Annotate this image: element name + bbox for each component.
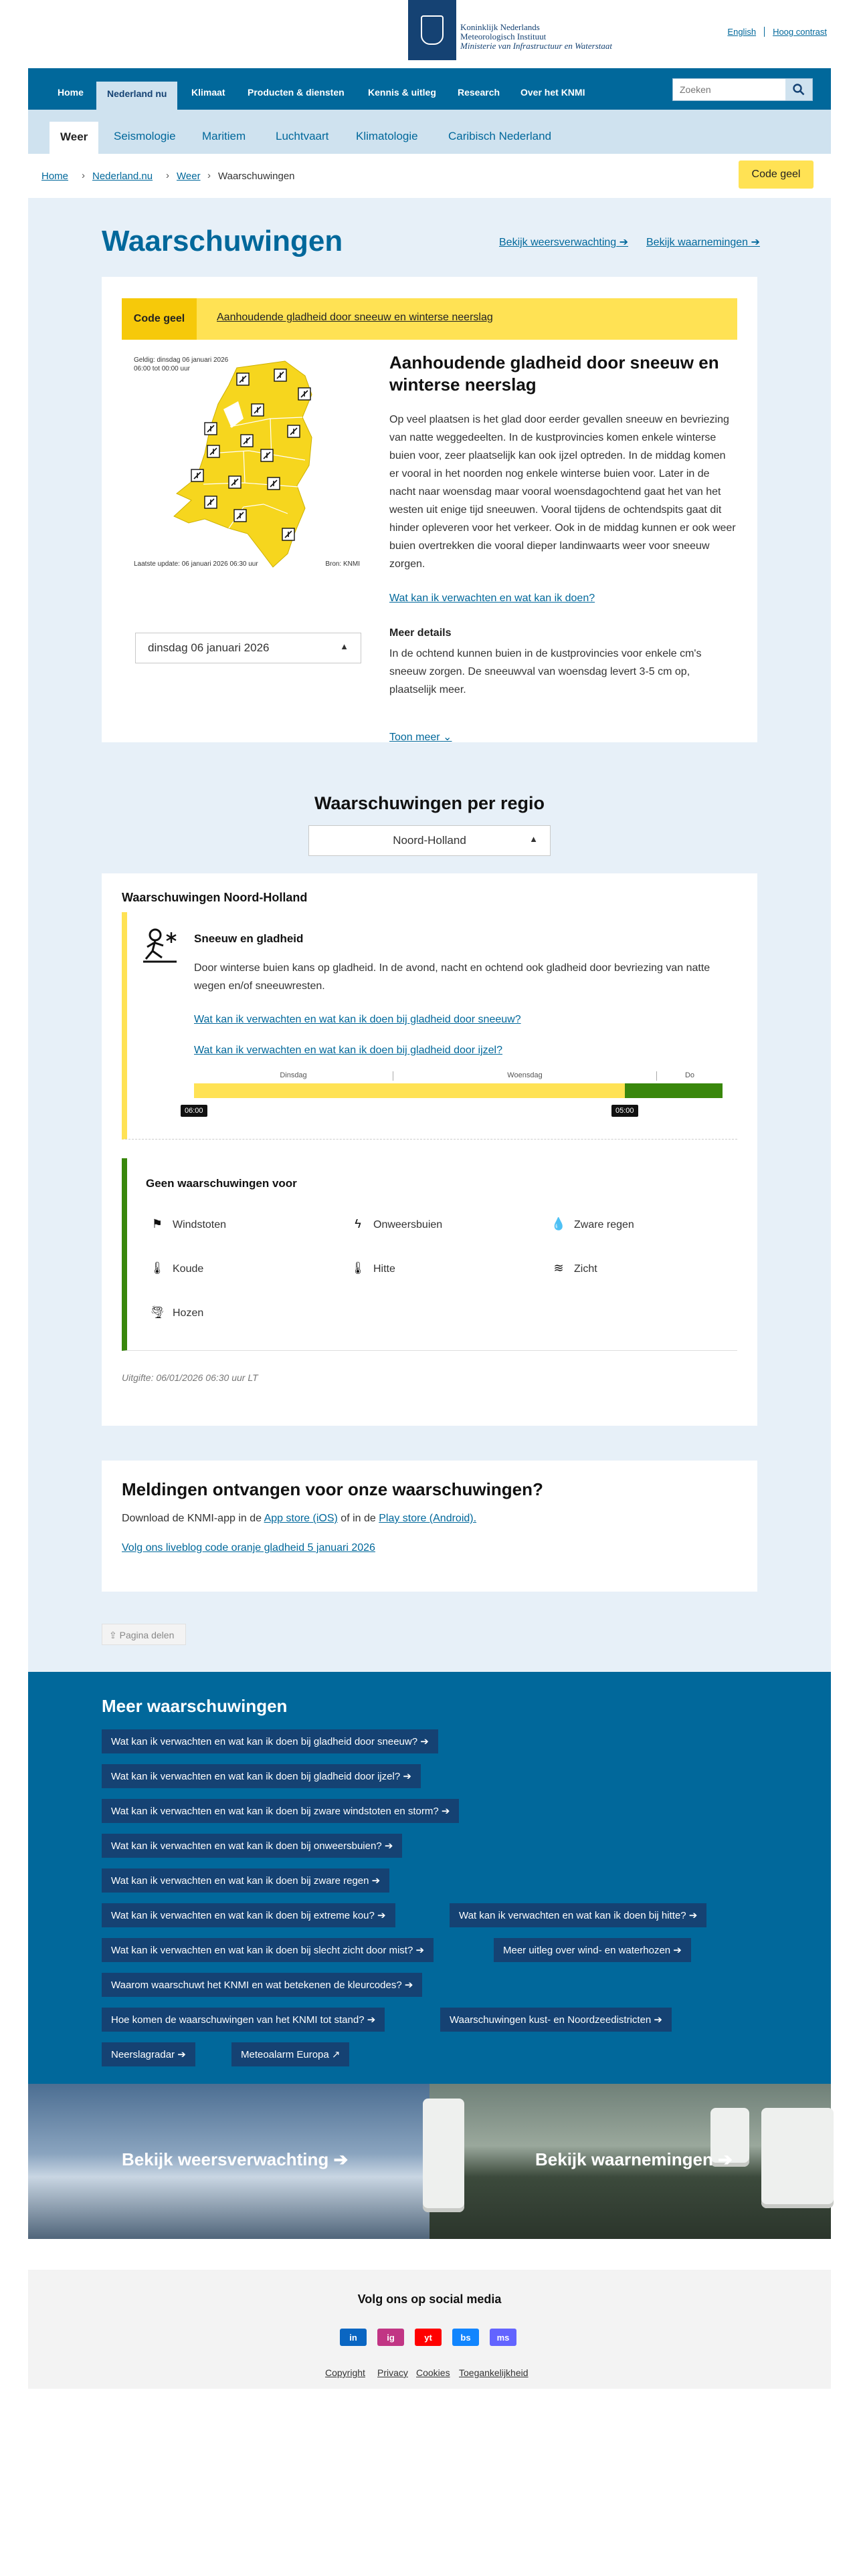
arrow-right-icon: ➔	[751, 237, 760, 248]
more-warning-link[interactable]	[102, 1764, 421, 1788]
arrow-right-icon: ➔	[175, 2049, 186, 2060]
nav-kennis[interactable]: Kennis & uitleg	[368, 87, 436, 98]
notify-text-pre: Download de KNMI-app in de	[122, 1513, 264, 1524]
footer-link-copyright[interactable]: Copyright	[325, 2367, 365, 2378]
top-links	[711, 27, 827, 37]
youtube-icon[interactable]: yt	[415, 2329, 442, 2346]
map-source: Bron: KNMI	[325, 560, 360, 568]
nav-home[interactable]: Home	[58, 87, 84, 98]
nowarn-label: Zicht	[574, 1263, 597, 1275]
more-warning-label: Wat kan ik verwachten en wat kan ik doen bij onweersbuien?	[111, 1840, 382, 1852]
footer-link-privacy[interactable]: Privacy	[377, 2367, 408, 2378]
external-link-icon: ↗	[328, 2049, 341, 2060]
forecast-link[interactable]	[499, 235, 628, 249]
date-select[interactable]	[135, 633, 361, 663]
tab-weer[interactable]: Weer	[50, 122, 98, 154]
code-label: Code geel	[122, 298, 197, 340]
nav-nederland-nu[interactable]: Nederland nu	[96, 82, 177, 110]
breadcrumb-current: Waarschuwingen	[218, 171, 295, 182]
tab-luchtvaart[interactable]: Luchtvaart	[276, 130, 329, 142]
nowarn-hozen	[149, 1305, 203, 1319]
play-store-link[interactable]: Play store (Android).	[379, 1513, 477, 1524]
more-warning-link[interactable]	[102, 1903, 395, 1927]
search-input[interactable]	[673, 79, 780, 100]
search-icon	[793, 84, 805, 96]
map-footer	[134, 560, 360, 568]
code-badge[interactable]: Code geel	[739, 160, 814, 189]
nav-over-knmi[interactable]: Over het KNMI	[520, 87, 585, 98]
nav-producten[interactable]: Producten & diensten	[248, 87, 345, 98]
app-store-link[interactable]: App store (iOS)	[264, 1513, 338, 1524]
sub-nav	[28, 110, 831, 154]
nowarn-label: Hozen	[173, 1307, 204, 1319]
nowarn-label: Onweersbuien	[373, 1219, 443, 1230]
ice-link[interactable]: Wat kan ik verwachten en wat kan ik doen bij gladheid door ijzel?	[194, 1045, 502, 1056]
more-warning-label: Hoe komen de waarschuwingen van het KNMI tot stand?	[111, 2014, 365, 2026]
arrow-right-icon: ➔	[369, 1875, 381, 1887]
arrow-right-icon: ➔	[718, 2149, 733, 2169]
timeline-day: Dinsdag	[194, 1071, 393, 1081]
arrow-right-icon: ➔	[413, 1945, 425, 1956]
nowarn-label: Koude	[173, 1263, 204, 1275]
knmi-logo[interactable]	[408, 0, 456, 60]
mastodon-icon[interactable]: ms	[490, 2329, 516, 2346]
arrow-right-icon: ➔	[401, 1979, 413, 1991]
map-update: Laatste update: 06 januari 2026 06:30 uur	[134, 560, 258, 568]
search-box	[672, 78, 813, 101]
timeline-day: Do	[684, 1071, 695, 1079]
weather-station-box	[423, 2099, 464, 2212]
region-select[interactable]	[308, 825, 551, 856]
tab-caribisch[interactable]: Caribisch Nederland	[448, 130, 552, 142]
main-nav	[28, 68, 831, 110]
observations-link[interactable]	[646, 235, 760, 249]
linkedin-icon[interactable]: in	[340, 2329, 367, 2346]
timeline-green-segment	[625, 1083, 723, 1098]
weather-station-box	[761, 2108, 834, 2208]
share-label: Pagina delen	[119, 1630, 175, 1640]
select-arrows-icon: ▲	[340, 641, 349, 651]
fog-icon: ≋	[553, 1261, 564, 1275]
breadcrumb-home[interactable]: Home	[41, 171, 69, 182]
nav-research[interactable]: Research	[458, 87, 500, 98]
more-warning-link[interactable]	[102, 2008, 385, 2032]
more-warning-link[interactable]	[494, 1938, 691, 1962]
more-warning-label: Wat kan ik verwachten en wat kan ik doen bij zware regen	[111, 1875, 369, 1887]
footer-link-accessibility[interactable]: Toegankelijkheid	[459, 2367, 529, 2378]
more-warning-label: Wat kan ik verwachten en wat kan ik doen bij extreme kou?	[111, 1910, 375, 1921]
nowarn-hitte	[349, 1261, 395, 1275]
arrow-right-icon: ➔	[438, 1806, 450, 1817]
more-warning-link[interactable]	[102, 1868, 389, 1893]
snow-title: Sneeuw en gladheid	[194, 932, 304, 945]
chevron-down-icon: ⌄	[443, 732, 452, 743]
lightning-icon: ϟ	[355, 1217, 361, 1230]
tornado-icon: 🌪	[149, 1305, 165, 1319]
observations-promo-text: Bekijk waarnemingen	[535, 2149, 713, 2169]
warning-body: Op veel plaatsen is het glad door eerder gevallen sneeuw en bevriezing van natte weggedeelten. In de kustprovincies komen enkele winterse buien voor, zeer plaatselijk kan ook ijzel optreden. In de middag komen er vooral in het noorden nog enkele winterse buien voor. Later in de nacht naar woensdag maar vooral woensdagochtend gaat het van het westen uit enige tijd sneeuwen. Vooral tijdens de ochtendspits gaat dit hinder opleveren voor het verkeer. Ook in de middag kunnen er ook weer buien overtrekken die vooral dieper landinwaarts weer voor sneeuw zorgen.	[389, 414, 736, 570]
org-line-3: Ministerie van Infrastructuur en Waterstaat	[460, 41, 613, 51]
chevron-right-icon: ›	[82, 170, 85, 181]
more-warning-link[interactable]	[450, 1903, 706, 1927]
share-icon: ⇪	[109, 1630, 117, 1640]
nowarn-regen	[550, 1217, 634, 1231]
nav-klimaat[interactable]: Klimaat	[191, 87, 225, 98]
details-label: Meer details	[389, 627, 452, 639]
snow-slip-icon	[140, 926, 179, 964]
more-warning-label: Waarschuwingen kust- en Noordzeedistricten	[450, 2014, 652, 2026]
forecast-link-label: Bekijk weersverwachting	[499, 237, 617, 248]
arrow-right-icon: ➔	[381, 1840, 393, 1852]
region-select-value: Noord-Holland	[393, 834, 466, 847]
more-warning-label: Waarom waarschuwt het KNMI en wat betekenen de kleurcodes?	[111, 1979, 402, 1991]
search-button[interactable]	[785, 79, 812, 100]
more-warning-label: Meer uitleg over wind- en waterhozen	[503, 1945, 671, 1956]
wind-flag-icon: ⚑	[151, 1217, 163, 1230]
timeline-yellow-segment	[194, 1083, 625, 1098]
forecast-promo-text: Bekijk weersverwachting	[122, 2149, 329, 2169]
expect-link[interactable]: Wat kan ik verwachten en wat kan ik doen?	[389, 593, 595, 604]
bluesky-icon[interactable]: bs	[452, 2329, 479, 2346]
more-warning-label: Wat kan ik verwachten en wat kan ik doen bij slecht zicht door mist?	[111, 1945, 413, 1956]
no-warnings-title: Geen waarschuwingen voor	[146, 1177, 297, 1190]
raindrops-icon: 💧	[551, 1217, 567, 1230]
arrow-right-icon: ➔	[651, 2014, 663, 2026]
date-select-value: dinsdag 06 januari 2026	[148, 641, 270, 654]
region-title: Waarschuwingen per regio	[314, 793, 545, 813]
arrow-right-icon: ➔	[374, 1910, 386, 1921]
more-warning-label: Wat kan ik verwachten en wat kan ik doen bij gladheid door sneeuw?	[111, 1736, 418, 1747]
org-name	[460, 23, 612, 51]
more-warning-label: Wat kan ik verwachten en wat kan ik doen bij zware windstoten en storm?	[111, 1806, 439, 1817]
breadcrumb	[28, 154, 831, 198]
more-warning-label: Wat kan ik verwachten en wat kan ik doen bij gladheid door ijzel?	[111, 1771, 401, 1782]
notify-text-mid: of in de	[337, 1513, 379, 1524]
issued-time: Uitgifte: 06/01/2026 06:30 uur LT	[122, 1372, 258, 1383]
arrow-right-icon: ➔	[333, 2149, 349, 2169]
high-contrast-link[interactable]: Hoog contrast	[764, 27, 827, 37]
map-valid-date: Geldig: dinsdag 06 januari 2026	[134, 356, 229, 364]
snow-link[interactable]: Wat kan ik verwachten en wat kan ik doen bij gladheid door sneeuw?	[194, 1014, 521, 1025]
breadcrumb-nederland-nu[interactable]: Nederland.nu	[92, 171, 153, 182]
crest-icon	[421, 15, 444, 45]
tab-seismologie[interactable]: Seismologie	[114, 130, 176, 142]
cold-thermometer-icon: 🌡	[149, 1261, 165, 1275]
site-header	[0, 0, 859, 68]
arrow-right-icon: ➔	[364, 2014, 376, 2026]
more-warning-link[interactable]	[440, 2008, 672, 2032]
select-arrows-icon: ▲	[529, 834, 538, 844]
nowarn-label: Hitte	[373, 1263, 395, 1275]
region-heading: Waarschuwingen Noord-Holland	[122, 891, 308, 904]
map-valid-time: 06:00 tot 00:00 uur	[134, 365, 190, 372]
observations-link-label: Bekijk waarnemingen	[646, 237, 749, 248]
instagram-icon[interactable]: ig	[377, 2329, 404, 2346]
more-warning-label: Wat kan ik verwachten en wat kan ik doen bij hitte?	[459, 1910, 686, 1921]
share-button[interactable]	[102, 1624, 186, 1645]
org-line-1: Koninklijk Nederlands	[460, 22, 540, 32]
more-warning-link[interactable]	[102, 1834, 402, 1858]
footer-title: Volg ons op social media	[357, 2292, 502, 2306]
notify-text	[122, 1513, 476, 1525]
arrow-right-icon: ➔	[686, 1910, 698, 1921]
chevron-right-icon: ›	[166, 170, 169, 181]
arrow-right-icon: ➔	[619, 237, 629, 248]
more-warning-label: Meteoalarm Europa	[241, 2049, 329, 2060]
nowarn-zicht	[550, 1261, 597, 1275]
nowarn-koude	[149, 1261, 203, 1275]
page-title: Waarschuwingen	[102, 225, 343, 257]
nowarn-label: Windstoten	[173, 1219, 227, 1230]
forecast-promo-label[interactable]	[122, 2149, 348, 2170]
details-body: In de ochtend kunnen buien in de kustprovincies voor enkele cm's sneeuw zorgen. De sneeuwval van woensdag levert 3-5 cm op, plaatselijk meer.	[389, 648, 702, 695]
nowarn-onweer	[349, 1217, 442, 1231]
notify-title: Meldingen ontvangen voor onze waarschuwingen?	[122, 1479, 543, 1499]
more-warning-link[interactable]	[102, 2042, 195, 2066]
snow-text: Door winterse buien kans op gladheid. In de avond, nacht en ochtend ook gladheid door bevriezing van natte wegen en/of sneeuwresten.	[194, 962, 710, 992]
timeline-end: 05:00	[611, 1105, 638, 1117]
timeline-start: 06:00	[181, 1105, 207, 1117]
heat-thermometer-icon: 🌡	[350, 1261, 366, 1275]
chevron-right-icon: ›	[207, 170, 211, 181]
more-warning-link[interactable]	[102, 1938, 434, 1962]
more-warning-link[interactable]	[102, 1799, 459, 1823]
arrow-right-icon: ➔	[400, 1771, 411, 1782]
arrow-right-icon: ➔	[417, 1736, 429, 1747]
warning-timeline	[194, 1071, 723, 1098]
show-more-button[interactable]	[389, 730, 452, 744]
warning-title: Aanhoudende gladheid door sneeuw en winterse neerslag	[389, 352, 719, 395]
nowarn-windstoten	[149, 1217, 226, 1231]
arrow-right-icon: ➔	[670, 1945, 682, 1956]
liveblog-link[interactable]: Volg ons liveblog code oranje gladheid 5 januari 2026	[122, 1542, 375, 1553]
observations-promo-label[interactable]	[535, 2149, 733, 2170]
more-warning-link[interactable]	[102, 1973, 422, 1997]
show-more-label: Toon meer	[389, 732, 440, 743]
footer-link-cookies[interactable]: Cookies	[416, 2367, 450, 2378]
warning-headline-link[interactable]: Aanhoudende gladheid door sneeuw en winterse neerslag	[217, 312, 493, 323]
snow-warning-card	[122, 912, 737, 1140]
timeline-day: Woensdag	[393, 1071, 657, 1081]
tab-klimatologie[interactable]: Klimatologie	[356, 130, 418, 142]
more-warning-link[interactable]	[102, 1729, 438, 1753]
warning-map[interactable]	[130, 353, 364, 574]
breadcrumb-weer[interactable]: Weer	[177, 171, 201, 182]
more-warnings-title: Meer waarschuwingen	[102, 1696, 288, 1716]
more-warning-link[interactable]	[231, 2042, 349, 2066]
org-line-2: Meteorologisch Instituut	[460, 31, 547, 41]
warning-header	[122, 298, 737, 340]
nowarn-label: Zware regen	[574, 1219, 634, 1230]
tab-maritiem[interactable]: Maritiem	[202, 130, 246, 142]
english-link[interactable]: English	[727, 27, 757, 37]
more-warning-label: Neerslagradar	[111, 2049, 175, 2060]
